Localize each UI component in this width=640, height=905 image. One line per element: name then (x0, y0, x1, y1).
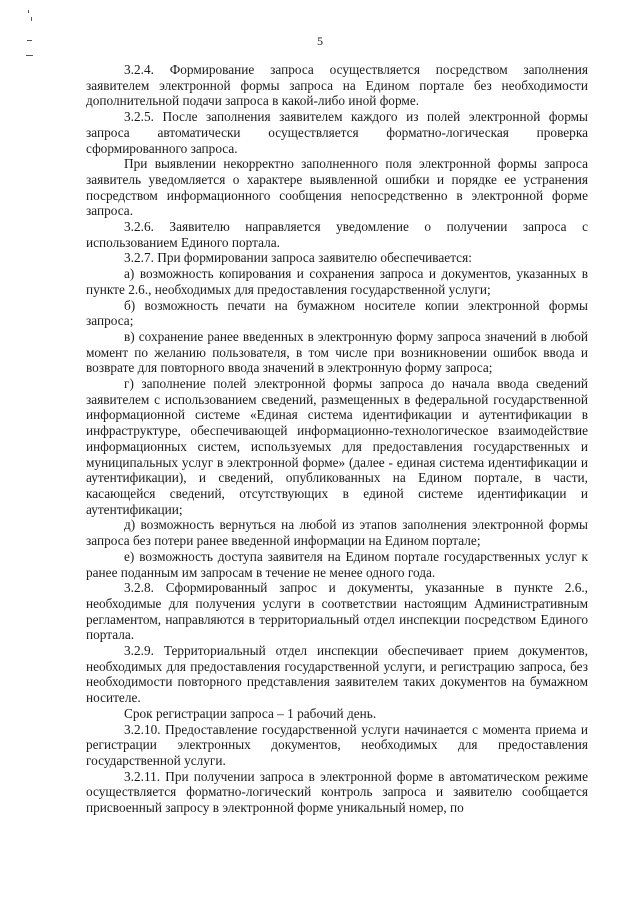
paragraph-registration-term: Срок регистрации запроса – 1 рабочий день. (124, 705, 377, 721)
list-item-g: г) заполнение полей электронной формы запроса до начала ввода сведений заявителем с использованием сведений, размещенных в федеральной государственной информационной системе «Единая система идентификации и аутентификации в инфраструктуре, обеспечивающей информационно-технологическое взаимодействие информационных систем, используемых для предоставления государственных и муниципальных услуг в электронной форме» (далее - единая система идентификации и аутентификации), и сведений, опубликованных на Едином портале, в части, касающейся сведений, отсутствующих в единой системе идентификации и аутентификации; (86, 376, 588, 517)
paragraph-3-2-4: 3.2.4. Формирование запроса осуществляется посредством заполнения заявителем электронной формы запроса на Едином портале без необходимости дополнительной подачи запроса в какой-либо иной форме. (86, 62, 588, 109)
list-item-e: е) возможность доступа заявителя на Едином портале государственных услуг к ранее поданным им запросам в течение не менее одного года. (86, 548, 588, 580)
document-body (86, 62, 588, 816)
paragraph-3-2-8: 3.2.8. Сформированный запрос и документы, указанные в пункте 2.6., необходимые для получения услуги в соответствии настоящим Административным регламентом, направляются в территориальный отдел инспекции посредством Единого портала. (86, 580, 588, 643)
paragraph-3-2-6: 3.2.6. Заявителю направляется уведомление о получении запроса с использованием Единого портала. (86, 219, 588, 250)
page-number: 5 (317, 34, 323, 48)
paragraph-3-2-10: 3.2.10. Предоставление государственной услуги начинается с момента приема и регистрации электронных документов, необходимых для предоставления государственной услуги. (86, 721, 588, 768)
paragraph-3-2-5: 3.2.5. После заполнения заявителем каждого из полей электронной формы запроса автоматически осуществляется форматно-логическая проверка сформированного запроса. (86, 109, 588, 156)
list-item-b: б) возможность печати на бумажном носителе копии электронной формы запроса; (86, 297, 588, 329)
paragraph-3-2-11: 3.2.11. При получении запроса в электронной форме в автоматическом режиме осуществляется форматно-логический контроль запроса и заявителю сообщается присвоенный запросу в электронной форме уникальный номер, по (86, 768, 588, 816)
list-item-v: в) сохранение ранее введенных в электронную форму запроса значений в любой момент по желанию пользователя, в том числе при возникновении ошибок ввода и возврате для повторного ввода значений в электронную форму запроса; (86, 328, 588, 376)
paragraph-error-notice: При выявлении некорректно заполненного поля электронной формы запроса заявитель уведомляется о характере выявленной ошибки и порядке ее устранения посредством информационного сообщения непосредственно в электронной форме запроса. (86, 156, 588, 219)
list-item-d: д) возможность вернуться на любой из этапов заполнения электронной формы запроса без потери ранее введенной информации на Едином портале; (86, 517, 588, 549)
paragraph-3-2-9: 3.2.9. Территориальный отдел инспекции обеспечивает прием документов, необходимых для предоставления государственной услуги, и регистрацию запроса, без необходимости повторного представления заявителем таких документов на бумажном носителе. (86, 643, 588, 706)
paragraph-3-2-7: 3.2.7. При формировании запроса заявителю обеспечивается: (124, 250, 472, 266)
list-item-a: а) возможность копирования и сохранения запроса и документов, указанных в пункте 2.6., необходимых для предоставления государственной услуги; (86, 266, 588, 297)
